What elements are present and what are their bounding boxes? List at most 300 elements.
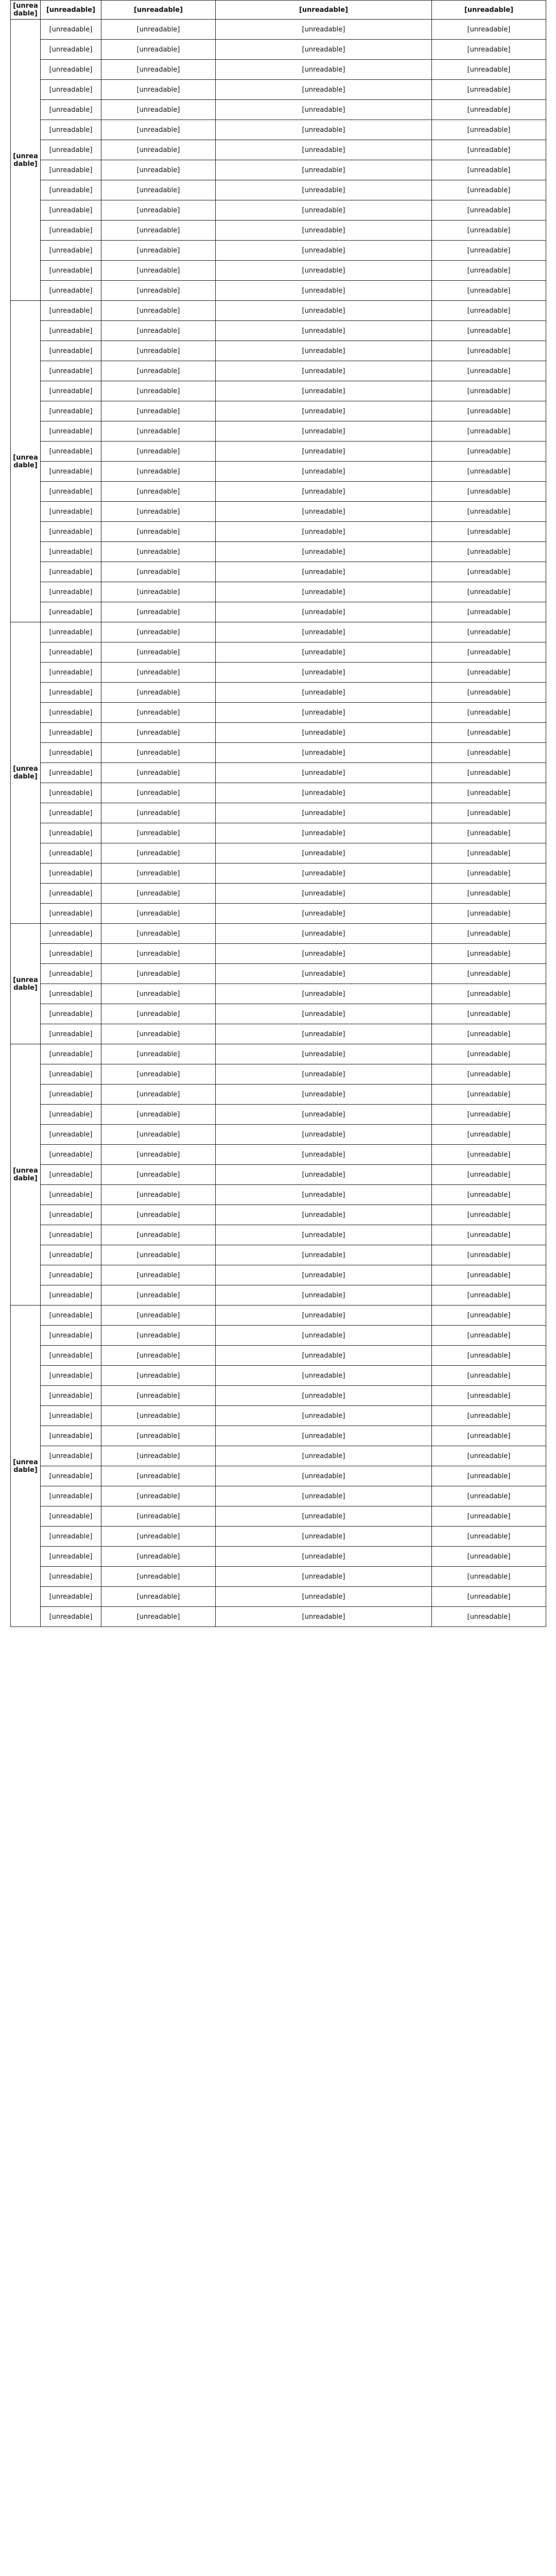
number-cell: [unreadable] <box>41 863 101 884</box>
site-cell: [unreadable] <box>101 1225 216 1245</box>
table-row <box>11 1024 546 1044</box>
site-cell: [unreadable] <box>101 562 216 582</box>
table-row <box>11 421 546 442</box>
number-cell: [unreadable] <box>41 1406 101 1426</box>
table-row <box>11 281 546 301</box>
address-cell: [unreadable] <box>216 1366 432 1386</box>
number-cell: [unreadable] <box>41 1105 101 1125</box>
address-cell: [unreadable] <box>216 160 432 180</box>
time-cell: [unreadable] <box>432 1306 546 1326</box>
site-cell: [unreadable] <box>101 40 216 60</box>
table-row <box>11 1004 546 1024</box>
address-cell: [unreadable] <box>216 261 432 281</box>
number-cell: [unreadable] <box>41 642 101 663</box>
number-cell: [unreadable] <box>41 743 101 763</box>
address-cell: [unreadable] <box>216 221 432 241</box>
time-cell: [unreadable] <box>432 180 546 200</box>
address-cell: [unreadable] <box>216 1285 432 1306</box>
table-row <box>11 80 546 100</box>
table-row <box>11 863 546 884</box>
district-cell: [unreadable] <box>11 1044 41 1306</box>
number-cell: [unreadable] <box>41 723 101 743</box>
address-cell: [unreadable] <box>216 341 432 361</box>
address-cell: [unreadable] <box>216 622 432 642</box>
number-cell: [unreadable] <box>41 602 101 622</box>
number-cell: [unreadable] <box>41 1145 101 1165</box>
time-cell: [unreadable] <box>432 602 546 622</box>
header-site: [unreadable] <box>101 1 216 20</box>
table-row <box>11 120 546 140</box>
number-cell: [unreadable] <box>41 502 101 522</box>
time-cell: [unreadable] <box>432 80 546 100</box>
site-cell: [unreadable] <box>101 120 216 140</box>
site-cell: [unreadable] <box>101 1326 216 1346</box>
number-cell: [unreadable] <box>41 221 101 241</box>
time-cell: [unreadable] <box>432 1024 546 1044</box>
site-cell: [unreadable] <box>101 1185 216 1205</box>
time-cell: [unreadable] <box>432 1426 546 1446</box>
address-cell: [unreadable] <box>216 663 432 683</box>
site-cell: [unreadable] <box>101 1366 216 1386</box>
site-cell: [unreadable] <box>101 743 216 763</box>
site-cell: [unreadable] <box>101 1527 216 1547</box>
address-cell: [unreadable] <box>216 442 432 462</box>
time-cell: [unreadable] <box>432 823 546 843</box>
site-cell: [unreadable] <box>101 442 216 462</box>
address-cell: [unreadable] <box>216 1446 432 1466</box>
number-cell: [unreadable] <box>41 763 101 783</box>
address-cell: [unreadable] <box>216 502 432 522</box>
time-cell: [unreadable] <box>432 803 546 823</box>
table-row <box>11 482 546 502</box>
site-cell: [unreadable] <box>101 100 216 120</box>
number-cell: [unreadable] <box>41 944 101 964</box>
address-cell: [unreadable] <box>216 944 432 964</box>
table-row <box>11 743 546 763</box>
address-cell: [unreadable] <box>216 1587 432 1607</box>
number-cell: [unreadable] <box>41 904 101 924</box>
site-cell: [unreadable] <box>101 1587 216 1607</box>
number-cell: [unreadable] <box>41 180 101 200</box>
site-cell: [unreadable] <box>101 482 216 502</box>
address-cell: [unreadable] <box>216 80 432 100</box>
address-cell: [unreadable] <box>216 924 432 944</box>
number-cell: [unreadable] <box>41 1587 101 1607</box>
site-cell: [unreadable] <box>101 642 216 663</box>
table-row <box>11 763 546 783</box>
site-cell: [unreadable] <box>101 763 216 783</box>
number-cell: [unreadable] <box>41 522 101 542</box>
number-cell: [unreadable] <box>41 884 101 904</box>
table-row <box>11 502 546 522</box>
table-row <box>11 321 546 341</box>
number-cell: [unreadable] <box>41 823 101 843</box>
address-cell: [unreadable] <box>216 1004 432 1024</box>
number-cell: [unreadable] <box>41 1285 101 1306</box>
time-cell: [unreadable] <box>432 1185 546 1205</box>
number-cell: [unreadable] <box>41 462 101 482</box>
site-cell: [unreadable] <box>101 1245 216 1265</box>
time-cell: [unreadable] <box>432 743 546 763</box>
address-cell: [unreadable] <box>216 863 432 884</box>
table-row <box>11 843 546 863</box>
address-cell: [unreadable] <box>216 20 432 40</box>
address-cell: [unreadable] <box>216 140 432 160</box>
number-cell: [unreadable] <box>41 622 101 642</box>
number-cell: [unreadable] <box>41 542 101 562</box>
site-cell: [unreadable] <box>101 884 216 904</box>
number-cell: [unreadable] <box>41 442 101 462</box>
time-cell: [unreadable] <box>432 542 546 562</box>
table-row <box>11 602 546 622</box>
site-cell: [unreadable] <box>101 1145 216 1165</box>
site-cell: [unreadable] <box>101 683 216 703</box>
address-cell: [unreadable] <box>216 542 432 562</box>
address-cell: [unreadable] <box>216 823 432 843</box>
address-cell: [unreadable] <box>216 743 432 763</box>
district-cell: [unreadable] <box>11 301 41 622</box>
number-cell: [unreadable] <box>41 1547 101 1567</box>
table-row <box>11 1406 546 1426</box>
time-cell: [unreadable] <box>432 502 546 522</box>
number-cell: [unreadable] <box>41 261 101 281</box>
table-row <box>11 1547 546 1567</box>
address-cell: [unreadable] <box>216 1607 432 1627</box>
site-cell: [unreadable] <box>101 783 216 803</box>
site-cell: [unreadable] <box>101 984 216 1004</box>
time-cell: [unreadable] <box>432 1044 546 1064</box>
number-cell: [unreadable] <box>41 20 101 40</box>
time-cell: [unreadable] <box>432 341 546 361</box>
number-cell: [unreadable] <box>41 1527 101 1547</box>
table-row <box>11 904 546 924</box>
table-row <box>11 964 546 984</box>
table-row <box>11 401 546 421</box>
site-cell: [unreadable] <box>101 582 216 602</box>
time-cell: [unreadable] <box>432 281 546 301</box>
number-cell: [unreadable] <box>41 1024 101 1044</box>
table-row <box>11 20 546 40</box>
site-cell: [unreadable] <box>101 924 216 944</box>
number-cell: [unreadable] <box>41 683 101 703</box>
number-cell: [unreadable] <box>41 1044 101 1064</box>
table-row <box>11 1064 546 1084</box>
number-cell: [unreadable] <box>41 924 101 944</box>
district-cell: [unreadable] <box>11 1306 41 1627</box>
number-cell: [unreadable] <box>41 140 101 160</box>
table-row <box>11 783 546 803</box>
address-cell: [unreadable] <box>216 1245 432 1265</box>
table-body <box>11 20 546 1627</box>
table-row <box>11 381 546 401</box>
number-cell: [unreadable] <box>41 1346 101 1366</box>
address-cell: [unreadable] <box>216 1064 432 1084</box>
time-cell: [unreadable] <box>432 1105 546 1125</box>
site-cell: [unreadable] <box>101 401 216 421</box>
site-cell: [unreadable] <box>101 80 216 100</box>
table-row <box>11 823 546 843</box>
number-cell: [unreadable] <box>41 1486 101 1506</box>
site-cell: [unreadable] <box>101 60 216 80</box>
address-cell: [unreadable] <box>216 843 432 863</box>
site-cell: [unreadable] <box>101 1506 216 1527</box>
address-cell: [unreadable] <box>216 281 432 301</box>
address-cell: [unreadable] <box>216 1506 432 1527</box>
site-cell: [unreadable] <box>101 462 216 482</box>
number-cell: [unreadable] <box>41 1205 101 1225</box>
number-cell: [unreadable] <box>41 381 101 401</box>
number-cell: [unreadable] <box>41 341 101 361</box>
address-cell: [unreadable] <box>216 803 432 823</box>
time-cell: [unreadable] <box>432 421 546 442</box>
site-cell: [unreadable] <box>101 1607 216 1627</box>
address-cell: [unreadable] <box>216 241 432 261</box>
site-cell: [unreadable] <box>101 542 216 562</box>
site-cell: [unreadable] <box>101 180 216 200</box>
address-cell: [unreadable] <box>216 180 432 200</box>
site-cell: [unreadable] <box>101 221 216 241</box>
site-cell: [unreadable] <box>101 421 216 442</box>
address-cell: [unreadable] <box>216 763 432 783</box>
site-cell: [unreadable] <box>101 1084 216 1105</box>
time-cell: [unreadable] <box>432 261 546 281</box>
table-row <box>11 1506 546 1527</box>
time-cell: [unreadable] <box>432 321 546 341</box>
site-cell: [unreadable] <box>101 944 216 964</box>
time-cell: [unreadable] <box>432 944 546 964</box>
table-row <box>11 663 546 683</box>
site-cell: [unreadable] <box>101 281 216 301</box>
number-cell: [unreadable] <box>41 1466 101 1486</box>
table-row <box>11 221 546 241</box>
time-cell: [unreadable] <box>432 1386 546 1406</box>
header-time: [unreadable] <box>432 1 546 20</box>
time-cell: [unreadable] <box>432 1245 546 1265</box>
time-cell: [unreadable] <box>432 140 546 160</box>
address-cell: [unreadable] <box>216 401 432 421</box>
address-cell: [unreadable] <box>216 482 432 502</box>
address-cell: [unreadable] <box>216 984 432 1004</box>
time-cell: [unreadable] <box>432 361 546 381</box>
number-cell: [unreadable] <box>41 1265 101 1285</box>
site-cell: [unreadable] <box>101 361 216 381</box>
number-cell: [unreadable] <box>41 803 101 823</box>
number-cell: [unreadable] <box>41 301 101 321</box>
time-cell: [unreadable] <box>432 1165 546 1185</box>
site-cell: [unreadable] <box>101 1265 216 1285</box>
district-cell: [unreadable] <box>11 622 41 924</box>
number-cell: [unreadable] <box>41 60 101 80</box>
table-row <box>11 40 546 60</box>
table-row <box>11 622 546 642</box>
site-cell: [unreadable] <box>101 663 216 683</box>
table-row <box>11 100 546 120</box>
number-cell: [unreadable] <box>41 1165 101 1185</box>
time-cell: [unreadable] <box>432 964 546 984</box>
address-cell: [unreadable] <box>216 1386 432 1406</box>
address-cell: [unreadable] <box>216 100 432 120</box>
header-district: [unreadable] <box>11 1 41 20</box>
address-cell: [unreadable] <box>216 884 432 904</box>
address-cell: [unreadable] <box>216 421 432 442</box>
table-row <box>11 984 546 1004</box>
number-cell: [unreadable] <box>41 1245 101 1265</box>
site-cell: [unreadable] <box>101 1547 216 1567</box>
time-cell: [unreadable] <box>432 200 546 221</box>
site-cell: [unreadable] <box>101 723 216 743</box>
table-row <box>11 884 546 904</box>
table-row <box>11 683 546 703</box>
table-row <box>11 803 546 823</box>
district-cell: [unreadable] <box>11 20 41 301</box>
site-cell: [unreadable] <box>101 1004 216 1024</box>
time-cell: [unreadable] <box>432 462 546 482</box>
table-row <box>11 703 546 723</box>
address-cell: [unreadable] <box>216 522 432 542</box>
table-row <box>11 1466 546 1486</box>
time-cell: [unreadable] <box>432 904 546 924</box>
table-row <box>11 542 546 562</box>
time-cell: [unreadable] <box>432 924 546 944</box>
address-cell: [unreadable] <box>216 1306 432 1326</box>
number-cell: [unreadable] <box>41 1306 101 1326</box>
number-cell: [unreadable] <box>41 663 101 683</box>
address-cell: [unreadable] <box>216 1426 432 1446</box>
number-cell: [unreadable] <box>41 984 101 1004</box>
address-cell: [unreadable] <box>216 40 432 60</box>
table-row <box>11 180 546 200</box>
address-cell: [unreadable] <box>216 1105 432 1125</box>
number-cell: [unreadable] <box>41 1366 101 1386</box>
number-cell: [unreadable] <box>41 160 101 180</box>
site-cell: [unreadable] <box>101 1346 216 1366</box>
time-cell: [unreadable] <box>432 100 546 120</box>
site-cell: [unreadable] <box>101 1024 216 1044</box>
time-cell: [unreadable] <box>432 1567 546 1587</box>
table-row <box>11 1285 546 1306</box>
number-cell: [unreadable] <box>41 1225 101 1245</box>
time-cell: [unreadable] <box>432 1547 546 1567</box>
table-row <box>11 1386 546 1406</box>
site-cell: [unreadable] <box>101 1446 216 1466</box>
table-row <box>11 944 546 964</box>
table-row <box>11 301 546 321</box>
table-row <box>11 1265 546 1285</box>
address-cell: [unreadable] <box>216 703 432 723</box>
number-cell: [unreadable] <box>41 241 101 261</box>
site-cell: [unreadable] <box>101 803 216 823</box>
number-cell: [unreadable] <box>41 562 101 582</box>
number-cell: [unreadable] <box>41 80 101 100</box>
time-cell: [unreadable] <box>432 1125 546 1145</box>
site-cell: [unreadable] <box>101 1406 216 1426</box>
site-cell: [unreadable] <box>101 1306 216 1326</box>
site-cell: [unreadable] <box>101 140 216 160</box>
number-cell: [unreadable] <box>41 1125 101 1145</box>
number-cell: [unreadable] <box>41 582 101 602</box>
time-cell: [unreadable] <box>432 1084 546 1105</box>
table-row <box>11 442 546 462</box>
table-row <box>11 200 546 221</box>
number-cell: [unreadable] <box>41 1607 101 1627</box>
address-cell: [unreadable] <box>216 1567 432 1587</box>
time-cell: [unreadable] <box>432 1607 546 1627</box>
table-row <box>11 1426 546 1446</box>
site-cell: [unreadable] <box>101 1205 216 1225</box>
site-cell: [unreadable] <box>101 502 216 522</box>
site-cell: [unreadable] <box>101 200 216 221</box>
table-row <box>11 1346 546 1366</box>
address-cell: [unreadable] <box>216 562 432 582</box>
number-cell: [unreadable] <box>41 1426 101 1446</box>
table-row <box>11 341 546 361</box>
site-cell: [unreadable] <box>101 1466 216 1486</box>
time-cell: [unreadable] <box>432 663 546 683</box>
time-cell: [unreadable] <box>432 984 546 1004</box>
time-cell: [unreadable] <box>432 401 546 421</box>
time-cell: [unreadable] <box>432 522 546 542</box>
table-row <box>11 1366 546 1386</box>
time-cell: [unreadable] <box>432 642 546 663</box>
address-cell: [unreadable] <box>216 120 432 140</box>
number-cell: [unreadable] <box>41 361 101 381</box>
table-row <box>11 261 546 281</box>
address-cell: [unreadable] <box>216 381 432 401</box>
time-cell: [unreadable] <box>432 863 546 884</box>
time-cell: [unreadable] <box>432 20 546 40</box>
number-cell: [unreadable] <box>41 100 101 120</box>
number-cell: [unreadable] <box>41 843 101 863</box>
site-cell: [unreadable] <box>101 160 216 180</box>
table-row <box>11 140 546 160</box>
address-cell: [unreadable] <box>216 321 432 341</box>
time-cell: [unreadable] <box>432 1205 546 1225</box>
address-cell: [unreadable] <box>216 1125 432 1145</box>
time-cell: [unreadable] <box>432 241 546 261</box>
time-cell: [unreadable] <box>432 1004 546 1024</box>
site-cell: [unreadable] <box>101 301 216 321</box>
table-row <box>11 60 546 80</box>
time-cell: [unreadable] <box>432 843 546 863</box>
time-cell: [unreadable] <box>432 1145 546 1165</box>
address-cell: [unreadable] <box>216 462 432 482</box>
table-row <box>11 1105 546 1125</box>
time-cell: [unreadable] <box>432 120 546 140</box>
address-cell: [unreadable] <box>216 1466 432 1486</box>
district-cell: [unreadable] <box>11 924 41 1044</box>
table-row <box>11 1306 546 1326</box>
number-cell: [unreadable] <box>41 1446 101 1466</box>
address-cell: [unreadable] <box>216 60 432 80</box>
number-cell: [unreadable] <box>41 401 101 421</box>
number-cell: [unreadable] <box>41 783 101 803</box>
table-row <box>11 924 546 944</box>
number-cell: [unreadable] <box>41 40 101 60</box>
time-cell: [unreadable] <box>432 221 546 241</box>
address-cell: [unreadable] <box>216 964 432 984</box>
table-row <box>11 1326 546 1346</box>
site-cell: [unreadable] <box>101 381 216 401</box>
site-cell: [unreadable] <box>101 823 216 843</box>
site-cell: [unreadable] <box>101 1285 216 1306</box>
site-cell: [unreadable] <box>101 904 216 924</box>
address-cell: [unreadable] <box>216 783 432 803</box>
table-row <box>11 1125 546 1145</box>
address-cell: [unreadable] <box>216 1265 432 1285</box>
time-cell: [unreadable] <box>432 1265 546 1285</box>
table-row <box>11 160 546 180</box>
time-cell: [unreadable] <box>432 1587 546 1607</box>
